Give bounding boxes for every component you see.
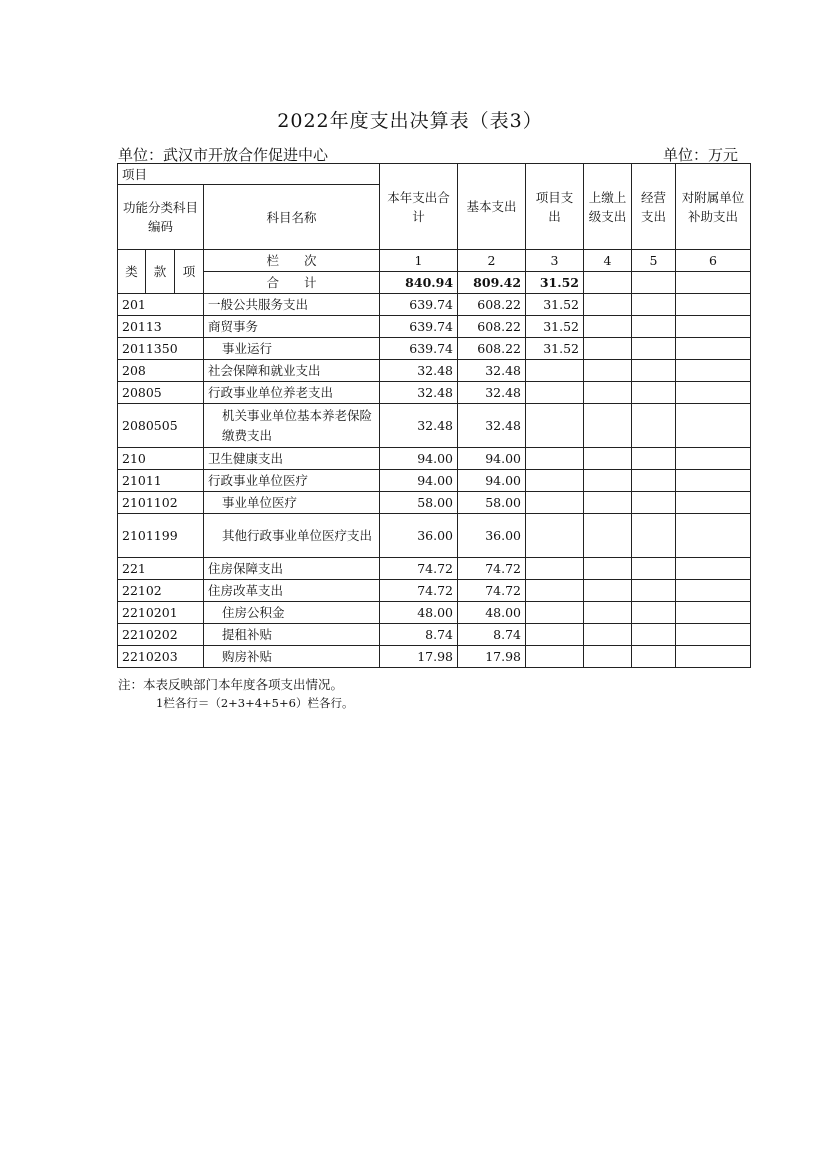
row-col1: 32.48 — [380, 404, 458, 448]
row-col2: 36.00 — [458, 514, 526, 558]
row-col1: 32.48 — [380, 360, 458, 382]
row-subject-name: 商贸事务 — [204, 316, 380, 338]
row-col4 — [584, 338, 632, 360]
row-code: 20113 — [118, 316, 204, 338]
row-code: 210 — [118, 448, 204, 470]
row-col5 — [632, 316, 676, 338]
row-col4 — [584, 294, 632, 316]
page-title: 2022年度支出决算表（表3） — [277, 110, 543, 132]
row-code: 2210201 — [118, 602, 204, 624]
total-label: 合 计 — [204, 272, 380, 294]
total-col6 — [676, 272, 751, 294]
row-code: 208 — [118, 360, 204, 382]
row-col5 — [632, 514, 676, 558]
row-col3 — [526, 514, 584, 558]
row-subject-name: 一般公共服务支出 — [204, 294, 380, 316]
row-col1: 639.74 — [380, 294, 458, 316]
row-col3: 31.52 — [526, 294, 584, 316]
row-col4 — [584, 514, 632, 558]
header-col1: 本年支出合计 — [380, 164, 458, 250]
row-col6 — [676, 338, 751, 360]
row-col2: 32.48 — [458, 360, 526, 382]
col-number-3: 3 — [526, 250, 584, 272]
row-subject-name: 其他行政事业单位医疗支出 — [204, 514, 380, 558]
row-col6 — [676, 492, 751, 514]
row-code: 22102 — [118, 580, 204, 602]
row-subject-name: 行政事业单位医疗 — [204, 470, 380, 492]
total-row — [118, 272, 751, 294]
row-col3 — [526, 646, 584, 668]
row-col5 — [632, 602, 676, 624]
table-row — [118, 316, 751, 338]
row-col6 — [676, 382, 751, 404]
header-func-code: 功能分类科目编码 — [118, 185, 204, 250]
row-col5 — [632, 580, 676, 602]
row-col6 — [676, 624, 751, 646]
row-col2: 74.72 — [458, 558, 526, 580]
row-col5 — [632, 448, 676, 470]
row-col3 — [526, 448, 584, 470]
row-code: 201 — [118, 294, 204, 316]
header-col5: 经营支出 — [632, 164, 676, 250]
table-row — [118, 404, 751, 448]
total-col1: 840.94 — [380, 272, 458, 294]
row-col3 — [526, 602, 584, 624]
row-col6 — [676, 580, 751, 602]
row-col2: 94.00 — [458, 470, 526, 492]
table-row — [118, 360, 751, 382]
row-col4 — [584, 448, 632, 470]
row-col4 — [584, 470, 632, 492]
row-col1: 32.48 — [380, 382, 458, 404]
header-subject-name: 科目名称 — [204, 185, 380, 250]
total-col2: 809.42 — [458, 272, 526, 294]
row-subject-name: 购房补贴 — [204, 646, 380, 668]
notes — [118, 675, 353, 713]
table-row — [118, 382, 751, 404]
row-subject-name: 事业单位医疗 — [204, 492, 380, 514]
row-col3 — [526, 404, 584, 448]
row-subject-name: 卫生健康支出 — [204, 448, 380, 470]
row-col4 — [584, 382, 632, 404]
row-col5 — [632, 294, 676, 316]
unit-currency: 单位：万元 — [663, 146, 739, 164]
row-col6 — [676, 646, 751, 668]
col-number-5: 5 — [632, 250, 676, 272]
row-col4 — [584, 602, 632, 624]
row-col6 — [676, 448, 751, 470]
row-col6 — [676, 404, 751, 448]
header-lanci: 栏 次 — [204, 250, 380, 272]
row-col2: 48.00 — [458, 602, 526, 624]
row-col4 — [584, 646, 632, 668]
table-row — [118, 338, 751, 360]
header-col4: 上缴上级支出 — [584, 164, 632, 250]
row-col2: 58.00 — [458, 492, 526, 514]
total-col4 — [584, 272, 632, 294]
row-col3 — [526, 360, 584, 382]
row-col1: 17.98 — [380, 646, 458, 668]
row-col1: 74.72 — [380, 558, 458, 580]
total-col3: 31.52 — [526, 272, 584, 294]
row-col4 — [584, 624, 632, 646]
row-col3 — [526, 382, 584, 404]
header-row-lanci — [118, 250, 751, 272]
row-col4 — [584, 404, 632, 448]
table-row — [118, 624, 751, 646]
expenditure-table — [117, 163, 751, 668]
row-subject-name: 社会保障和就业支出 — [204, 360, 380, 382]
table-row — [118, 558, 751, 580]
row-code: 2101102 — [118, 492, 204, 514]
row-col5 — [632, 360, 676, 382]
row-subject-name: 住房公积金 — [204, 602, 380, 624]
row-subject-name: 行政事业单位养老支出 — [204, 382, 380, 404]
row-subject-name: 住房保障支出 — [204, 558, 380, 580]
row-col3 — [526, 558, 584, 580]
row-col1: 58.00 — [380, 492, 458, 514]
row-col1: 74.72 — [380, 580, 458, 602]
total-col5 — [632, 272, 676, 294]
col-number-2: 2 — [458, 250, 526, 272]
row-col5 — [632, 382, 676, 404]
row-col1: 36.00 — [380, 514, 458, 558]
row-col2: 32.48 — [458, 404, 526, 448]
row-col4 — [584, 316, 632, 338]
row-code: 2210203 — [118, 646, 204, 668]
row-code: 21011 — [118, 470, 204, 492]
col-number-6: 6 — [676, 250, 751, 272]
row-subject-name: 机关事业单位基本养老保险缴费支出 — [204, 404, 380, 448]
note-2: 1栏各行＝（2+3+4+5+6）栏各行。 — [156, 696, 354, 710]
row-col5 — [632, 646, 676, 668]
header-col2: 基本支出 — [458, 164, 526, 250]
note-1: 注：本表反映部门本年度各项支出情况。 — [118, 677, 344, 692]
table-row — [118, 646, 751, 668]
row-col6 — [676, 294, 751, 316]
table-row — [118, 470, 751, 492]
row-col6 — [676, 558, 751, 580]
row-col6 — [676, 602, 751, 624]
row-col1: 48.00 — [380, 602, 458, 624]
col-number-4: 4 — [584, 250, 632, 272]
header-col6: 对附属单位补助支出 — [676, 164, 751, 250]
row-col4 — [584, 492, 632, 514]
row-col6 — [676, 316, 751, 338]
table-row — [118, 514, 751, 558]
row-col5 — [632, 492, 676, 514]
row-col3 — [526, 470, 584, 492]
row-col1: 8.74 — [380, 624, 458, 646]
row-col4 — [584, 558, 632, 580]
table-row — [118, 294, 751, 316]
col-number-1: 1 — [380, 250, 458, 272]
row-col3 — [526, 580, 584, 602]
table-row — [118, 492, 751, 514]
header-row-1 — [118, 164, 751, 185]
row-col3 — [526, 492, 584, 514]
header-lei: 类 — [118, 250, 146, 294]
row-col4 — [584, 360, 632, 382]
row-col5 — [632, 558, 676, 580]
row-col6 — [676, 360, 751, 382]
row-col2: 32.48 — [458, 382, 526, 404]
row-col1: 639.74 — [380, 316, 458, 338]
row-subject-name: 事业运行 — [204, 338, 380, 360]
row-subject-name: 住房改革支出 — [204, 580, 380, 602]
row-col6 — [676, 470, 751, 492]
header-kuan: 款 — [146, 250, 175, 294]
row-col1: 639.74 — [380, 338, 458, 360]
header-xiang: 项 — [175, 250, 204, 294]
row-code: 2101199 — [118, 514, 204, 558]
row-col5 — [632, 470, 676, 492]
row-code: 2011350 — [118, 338, 204, 360]
unit-organization: 单位：武汉市开放合作促进中心 — [118, 146, 329, 164]
row-col3: 31.52 — [526, 338, 584, 360]
row-col2: 608.22 — [458, 338, 526, 360]
row-col3 — [526, 624, 584, 646]
header-xiangmu: 项目 — [118, 164, 380, 185]
row-col2: 17.98 — [458, 646, 526, 668]
row-subject-name: 提租补贴 — [204, 624, 380, 646]
row-code: 20805 — [118, 382, 204, 404]
row-code: 2080505 — [118, 404, 204, 448]
row-col2: 8.74 — [458, 624, 526, 646]
table-row — [118, 448, 751, 470]
table-row — [118, 602, 751, 624]
header-col3: 项目支出 — [526, 164, 584, 250]
row-col2: 608.22 — [458, 294, 526, 316]
row-col1: 94.00 — [380, 470, 458, 492]
row-col6 — [676, 514, 751, 558]
table-row — [118, 580, 751, 602]
row-col5 — [632, 404, 676, 448]
row-col2: 608.22 — [458, 316, 526, 338]
row-col5 — [632, 338, 676, 360]
row-code: 2210202 — [118, 624, 204, 646]
row-code: 221 — [118, 558, 204, 580]
row-col3: 31.52 — [526, 316, 584, 338]
row-col1: 94.00 — [380, 448, 458, 470]
row-col2: 74.72 — [458, 580, 526, 602]
row-col5 — [632, 624, 676, 646]
row-col4 — [584, 580, 632, 602]
row-col2: 94.00 — [458, 448, 526, 470]
